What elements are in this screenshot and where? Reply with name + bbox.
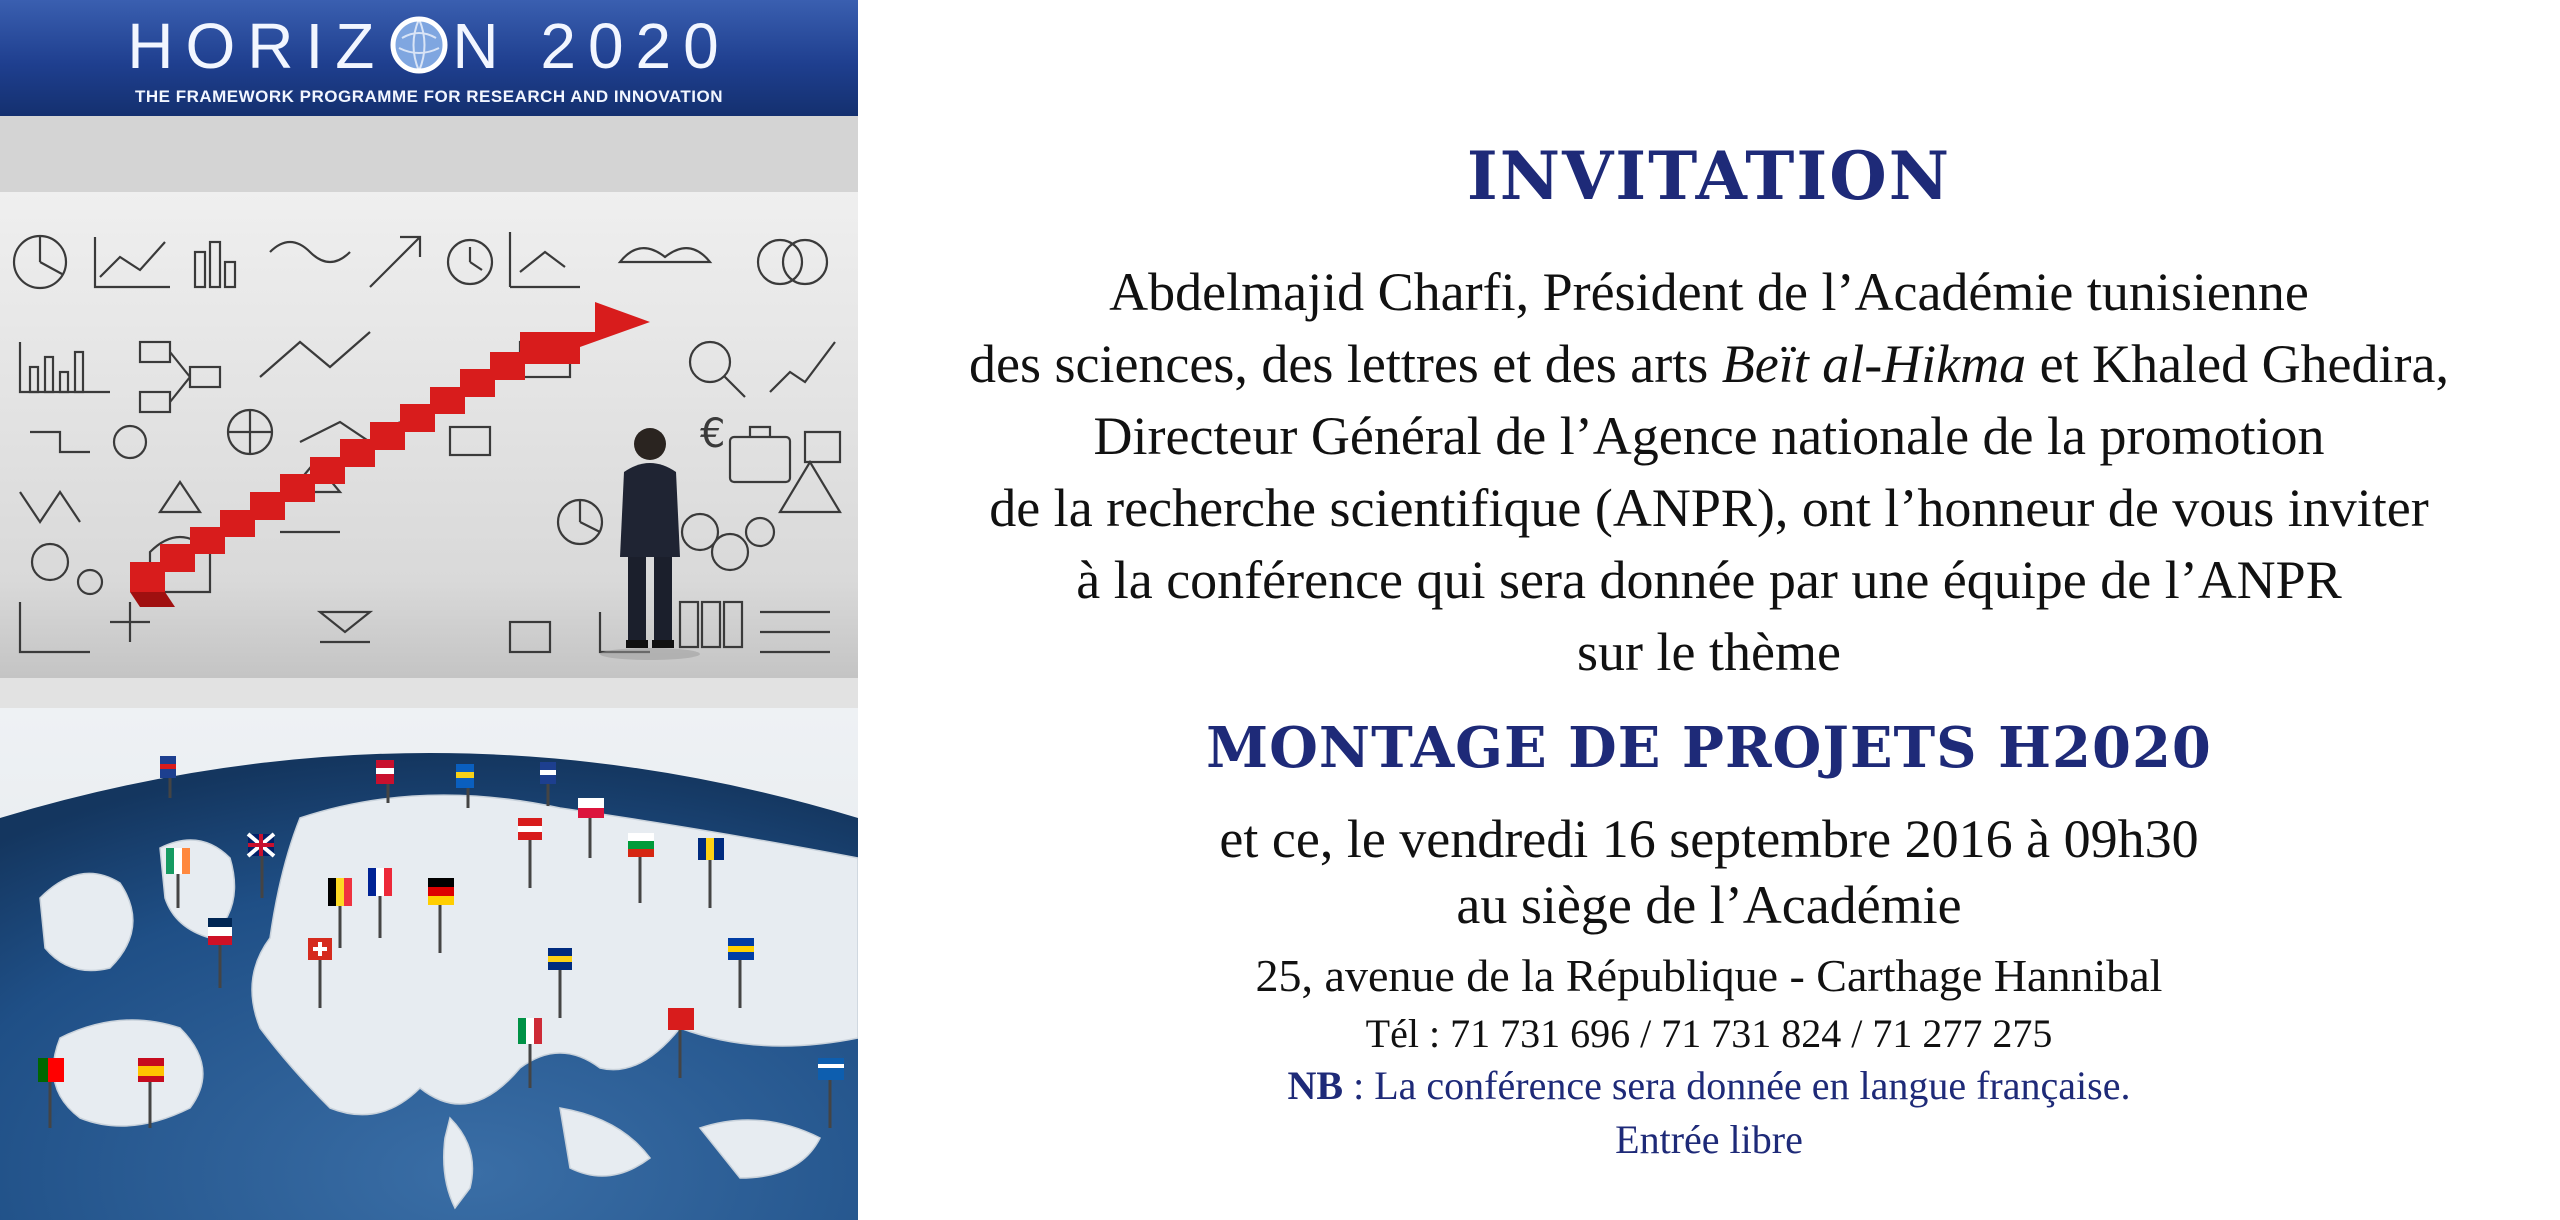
conference-theme: MONTAGE DE PROJETS H2020	[1206, 715, 2212, 781]
banner-title	[0, 6, 858, 86]
event-venue: au siège de l’Académie	[1456, 875, 1962, 935]
left-illustration-panel	[0, 0, 858, 1220]
banner-title-part1: HORIZ	[127, 10, 387, 82]
banner-title-part2: N 2020	[452, 10, 731, 82]
body-line-3: Directeur Général de l’Agence nationale de la promotion	[1093, 406, 2325, 466]
invitation-title: INVITATION	[1466, 137, 1952, 215]
event-address: 25, avenue de la République - Carthage Hannibal	[1255, 950, 2163, 1001]
contact-phone: Tél : 71 731 696 / 71 731 824 / 71 277 275	[1365, 1011, 2053, 1056]
body-line-2-end: et Khaled Ghedira,	[2026, 334, 2449, 394]
event-info	[858, 806, 2560, 938]
body-line-2	[858, 328, 2560, 400]
body-line-2-start: des sciences, des lettres et des arts	[969, 334, 1722, 394]
growth-doodle-illustration	[0, 192, 858, 678]
europe-flags-map-illustration	[0, 708, 858, 1220]
invitation-body	[858, 256, 2560, 688]
body-line-1: Abdelmajid Charfi, Président de l’Académie tunisienne	[1109, 262, 2309, 322]
free-entry-note: Entrée libre	[1615, 1117, 1803, 1162]
body-line-6: sur le thème	[1577, 622, 1841, 682]
note-text: : La conférence sera donnée en langue française.	[1343, 1063, 2131, 1108]
banner-subtitle: THE FRAMEWORK PROGRAMME FOR RESEARCH AND INNOVATION	[134, 87, 724, 106]
invitation-card	[858, 0, 2560, 1220]
horizon-2020-banner	[0, 0, 858, 116]
gray-gap-strip	[0, 678, 858, 708]
language-note	[858, 1058, 2560, 1114]
beit-al-hikma-name: Beït al-Hikma	[1721, 334, 2027, 394]
body-line-5: à la conférence qui sera donnée par une équipe de l’ANPR	[1076, 550, 2342, 610]
body-line-4: de la recherche scientifique (ANPR), ont l’honneur de vous inviter	[989, 478, 2429, 538]
globe-o-icon	[390, 16, 448, 74]
event-date: et ce, le vendredi 16 septembre 2016 à 09h30	[1219, 809, 2199, 869]
gray-strip	[0, 116, 858, 192]
note-label: NB	[1287, 1063, 1344, 1108]
svg-text:€: €	[700, 411, 726, 457]
